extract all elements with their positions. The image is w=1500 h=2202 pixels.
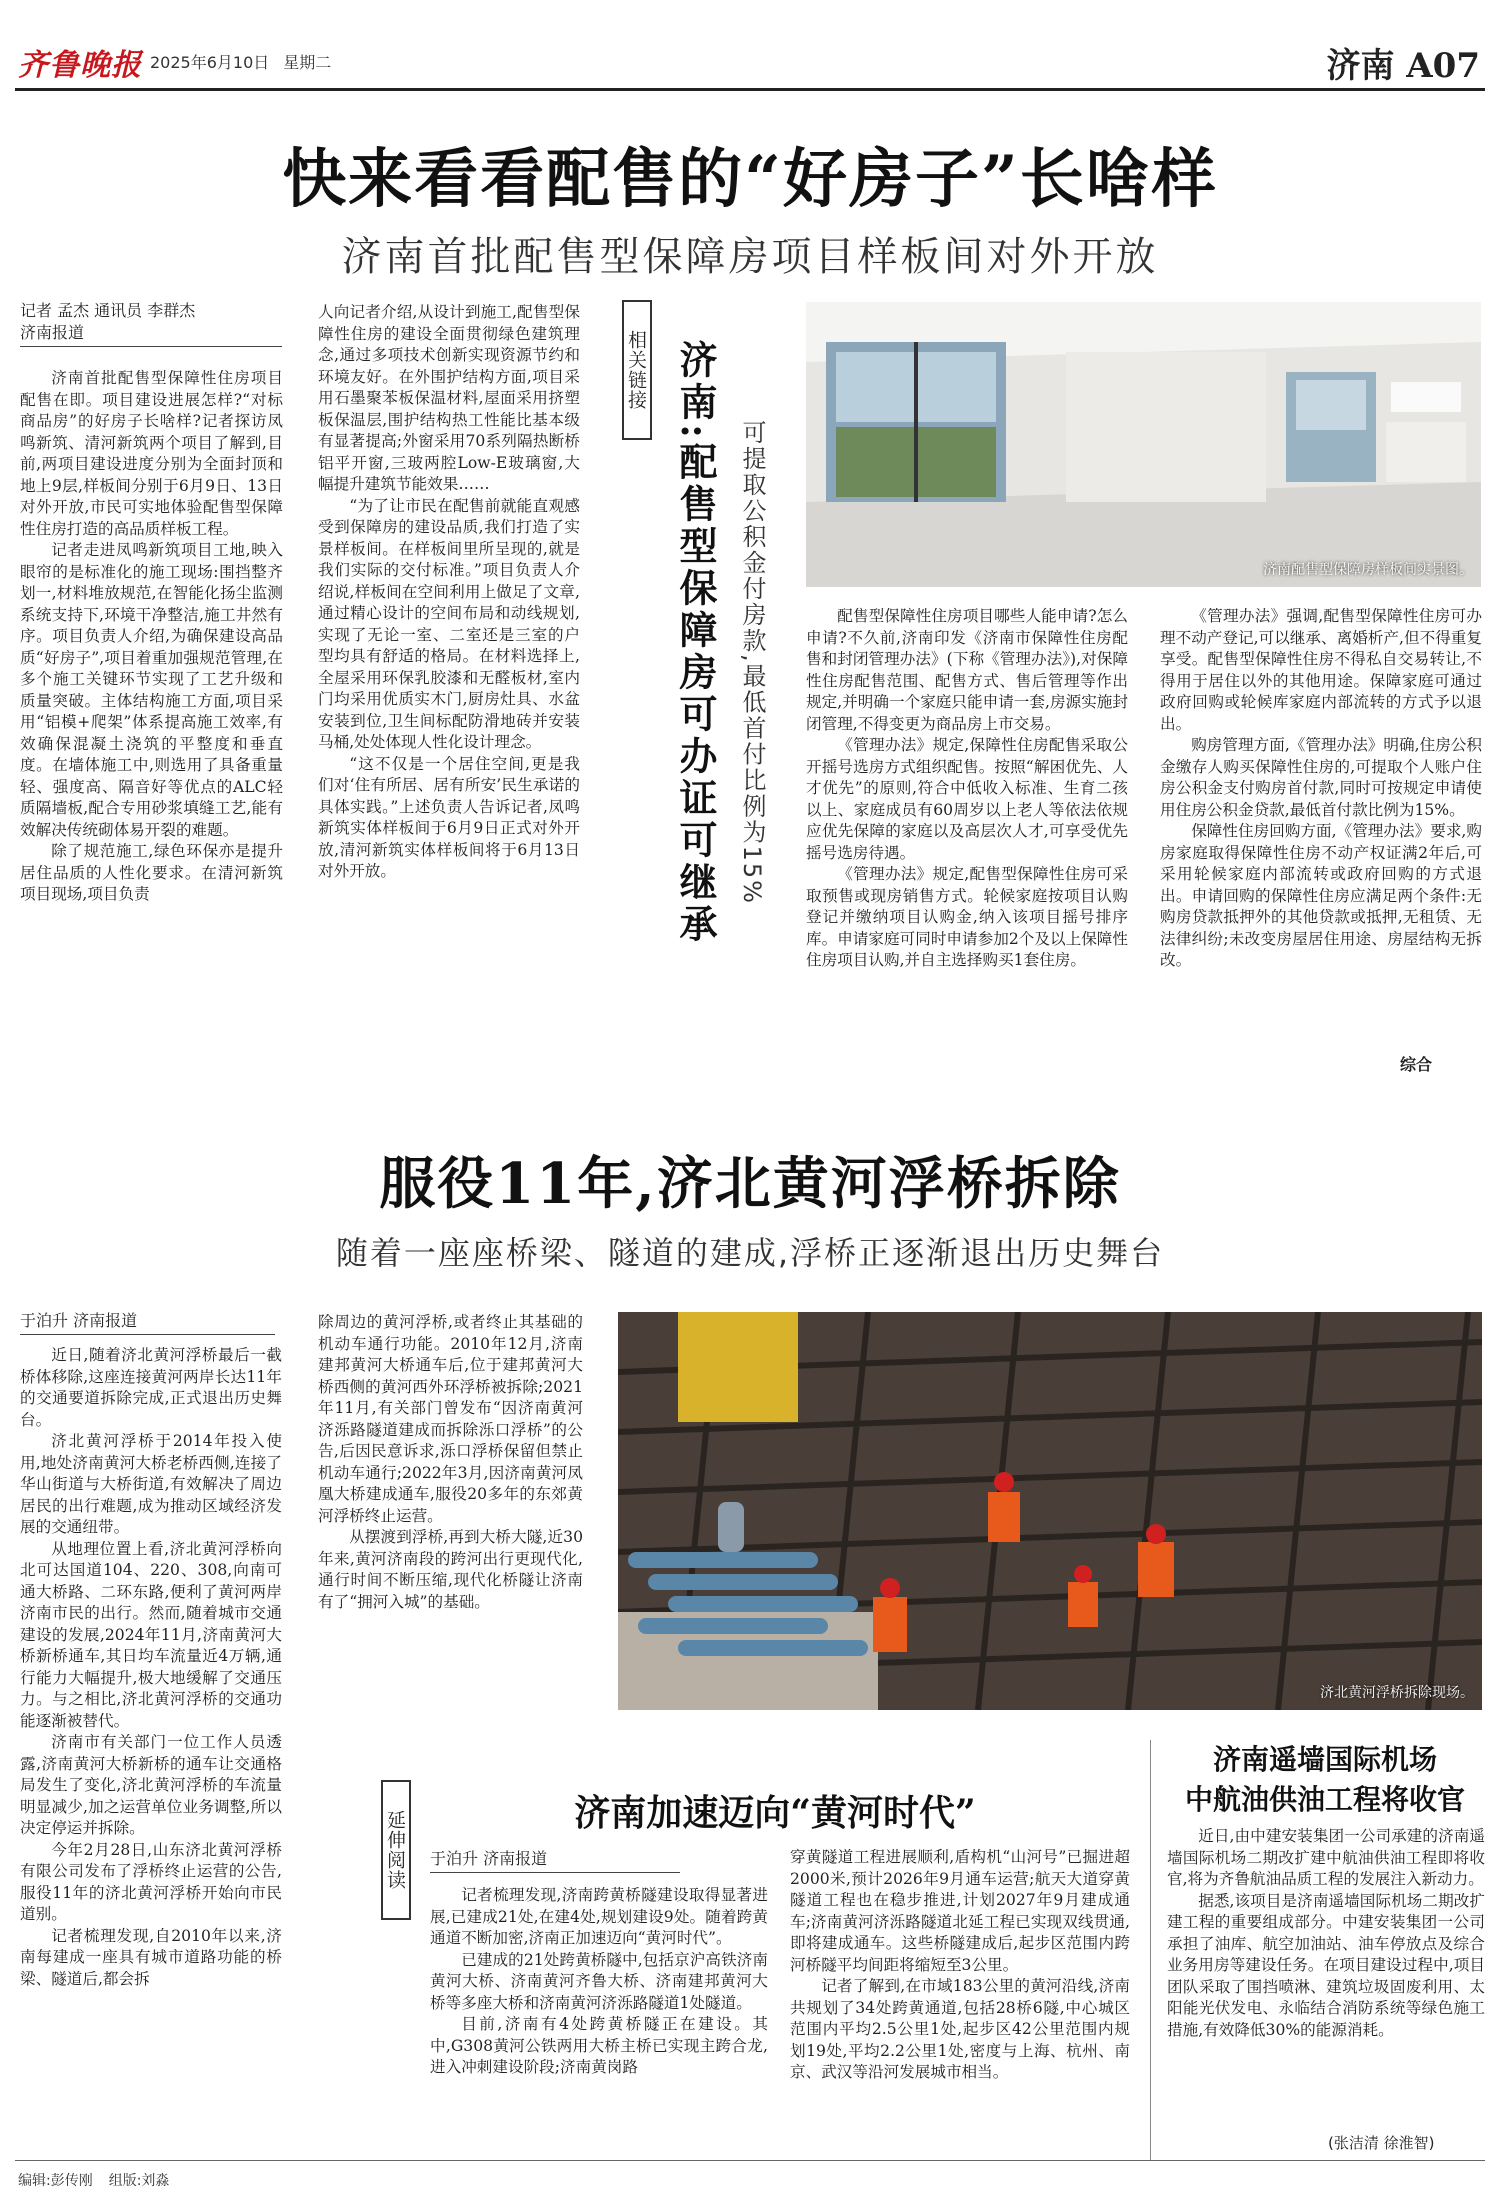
showroom-illustration [806,302,1481,587]
article2-column-1 [20,1345,282,2150]
paragraph: 近日,随着济北黄河浮桥最后一截桥体移除,这座连接黄河两岸长达11年的交通要道拆除完成,正式退出历史舞台。 [20,1346,282,1429]
sidebar1-headline: 济南:配售型保障房可办证可继承 [673,340,718,947]
paragraph: 近日,由中建安装集团一公司承建的济南遥墙国际机场二期改扩建中航油供油工程即将收官,将为齐鲁航油品质工程的发展注入新动力。 [1167,1827,1485,1888]
paragraph: 今年2月28日,山东济北黄河浮桥有限公司发布了浮桥终止运营的公告,服役11年的济北黄河浮桥开始向市民道别。 [20,1840,282,1923]
byline-reporters: 记者 孟杰 通讯员 李群杰 [20,301,196,320]
paragraph: 据悉,该项目是济南遥墙国际机场二期改扩建工程的重要组成部分。中建安装集团一公司承担了油库、航空加油站、油车停放点及综合业务用房等建设任务。在项目建设过程中,项目团队采取了围挡喷淋、建筑垃圾固废利用、太阳能光伏发电、永临结合消防系统等绿色施工措施,有效降低30%的能源消耗。 [1167,1891,1485,2039]
paragraph: “为了让市民在配售前就能直观感受到保障房的建设品质,我们打造了实景样板间。在样板间里所呈现的,就是我们实际的交付标准。”项目负责人介绍说,样板间在空间利用上做足了文章,通过精心设计的空间布局和动线规划,实现了无论一室、二室还是三室的户型均具有舒适的格局。在材料选择上,全屋采用环保乳胶漆和无醛板材,室内门均采用优质实木门,厨房灶具、水盆安装到位,卫生间标配防滑地砖并安装马桶,处处体现人性化设计理念。 [318,496,580,751]
article1-subhead: 济南首批配售型保障房项目样板间对外开放 [341,234,1159,280]
related-links-tag: 相关链接 [622,300,652,440]
newspaper-logo: 齐鲁晚报 [18,48,142,83]
paragraph: 配售型保障性住房项目哪些人能申请?怎么申请?不久前,济南印发《济南市保障性住房配售和封闭管理办法》(下称《管理办法》),对保障性住房配售范围、配售方式、售后管理等作出规定,并明确一个家庭只能申请一套,房源实施封闭管理,不得变更为商品房上市交易。 [806,607,1128,733]
layout-credit: 组版:刘淼 [108,2173,170,2189]
date-text: 2025年6月10日 [150,53,270,72]
paragraph: “这不仅是一个居住空间,更是我们对‘住有所居、居有所安’民生承诺的具体实践。”上述负责人告诉记者,凤鸣新筑实体样板间于6月9日正式对外开放,清河新筑实体样板间将于6月13日对外开放。 [318,754,580,880]
paragraph: 《管理办法》规定,保障性住房配售采取公开摇号选房方式组织配售。按照“解困优先、人才优先”的原则,符合中低收入标准、生育二孩以上、家庭成员有60周岁以上老人等依法依规应优先保障的家庭以及高层次人才,可享受优先摇号选房待遇。 [806,736,1128,862]
issue-date [150,50,345,73]
paragraph: 人向记者介绍,从设计到施工,配售型保障性住房的建设全面贯彻绿色建筑理念,通过多项技术创新实现资源节约和环境友好。在外围护结构方面,项目采用石墨聚苯板保温材料,屋面采用挤塑板保温层,围护结构热工性能比基本级有显著提高;外窗采用70系列隔热断桥铝平开窗,三玻两腔Low-E玻璃窗,大幅提升建筑节能效果…… [318,303,580,493]
sidebar2-column-2 [790,1847,1130,2152]
article2-byline: 于泊升 济南报道 [20,1310,275,1335]
paragraph: 从地理位置上看,济北黄河浮桥向北可达国道104、220、308,向南可通大桥路、二环东路,便利了黄河两岸济南市民的出行。然而,随着城市交通建设的发展,2024年11月,济南黄河大桥新桥通车,其日均车流量近4万辆,通行能力大幅提升,极大地缓解了交通压力。与之相比,济北黄河浮桥的交通功能逐渐被替代。 [20,1539,282,1730]
paragraph: 购房管理方面,《管理办法》明确,住房公积金缴存人购买保障性住房的,可提取个人账户住房公积金支付购房首付款,同时可按规定申请使用住房公积金贷款,最低首付款比例为15%。 [1160,736,1482,819]
paragraph: 穿黄隧道工程进展顺利,盾构机“山河号”已掘进超2000米,预计2026年9月通车运营;航天大道穿黄隧道工程也在稳步推进,计划2027年9月建成通车;济南黄河济泺路隧道北延工程已实现双线贯通,即将建成通车。这些桥隧建成后,起步区范围内跨河桥隧平均间距将缩短至3公里。 [790,1848,1130,1974]
column-divider [1150,1740,1151,2160]
sidebar3-headline [1165,1740,1485,1820]
article2-headline: 服役11年,济北黄河浮桥拆除 [379,1151,1121,1217]
sidebar3-body [1167,1826,1485,2126]
paragraph: 济北黄河浮桥于2014年投入使用,地处济南黄河大桥老桥西侧,连接了华山街道与大桥街道,有效解决了周边居民的出行难题,成为推动区域经济发展的交通纽带。 [20,1432,282,1536]
footer-rule [15,2160,1485,2161]
article1-headline: 快来看看配售的“好房子”长啥样 [282,142,1218,217]
article1-byline [20,300,282,347]
photo-caption: 济北黄河浮桥拆除现场。 [1320,1685,1474,1701]
sidebar2-column-1 [430,1885,768,2155]
paragraph: 除周边的黄河浮桥,或者终止其基础的机动车通行功能。2010年12月,济南建邦黄河大桥通车后,位于建邦黄河大桥西侧的黄河西外环浮桥被拆除;2021年11月,有关部门曾发布“因济南黄河济泺路隧道建成而拆除泺口浮桥”的公告,后因民意诉求,泺口浮桥保留但禁止机动车通行;2022年3月,因济南黄河凤凰大桥建成通车,服役20多年的东郊黄河浮桥终止运营。 [318,1313,583,1525]
article2-column-2 [318,1312,583,1742]
paragraph: 记者梳理发现,自2010年以来,济南每建成一座具有城市道路功能的桥梁、隧道后,都会拆 [20,1926,282,1988]
paragraph: 从摆渡到浮桥,再到大桥大隧,近30年来,黄河济南段的跨河出行更现代化,通行时间不断压缩,现代化桥隧让济南有了“拥河入城”的基础。 [318,1528,583,1611]
paragraph: 已建成的21处跨黄桥隧中,包括京沪高铁济南黄河大桥、济南黄河齐鲁大桥、济南建邦黄河大桥等多座大桥和济南黄河济泺路隧道1处隧道。 [430,1950,768,2012]
header-rule [15,88,1485,91]
showroom-photo [806,302,1481,587]
headline-line-2: 中航油供油工程将收官 [1184,1783,1465,1816]
article1-column-2 [318,302,580,1080]
paragraph: 目前,济南有4处跨黄桥隧正在建设。其中,G308黄河公铁两用大桥主桥已实现主跨合龙,进入冲刺建设阶段;济南黄岗路 [430,2015,768,2076]
page-section [1326,38,1480,87]
paragraph: 记者了解到,在市域183公里的黄河沿线,济南共规划了34处跨黄通道,包括28桥6隧,中心城区范围内平均2.5公里1处,起步区42公里范围内规划19处,平均2.2公里1处,密度与上海、杭州、南京、武汉等沿河发展城市相当。 [790,1977,1130,2081]
sidebar1-subhead: 可提取公积金付房款,最低首付比例为15% [738,420,766,905]
sidebar2-headline: 济南加速迈向“黄河时代” [574,1792,976,1834]
sidebar1-signoff: 综合 [1400,1055,1433,1074]
article1-column-1 [20,368,283,1080]
paragraph: 除了规范施工,绿色环保亦是提升居住品质的人性化要求。在清河新筑项目现场,项目负责 [20,842,283,903]
paragraph: 济南市有关部门一位工作人员透露,济南黄河大桥新桥的通车让交通格局发生了变化,济北黄河浮桥的车流量明显减少,加之运营单位业务调整,所以决定停运并拆除。 [20,1733,282,1837]
bridge-demolition-photo [618,1312,1482,1710]
editor-credit: 编辑:彭传刚 [18,2173,93,2189]
headline-line-1: 济南遥墙国际机场 [1212,1743,1437,1776]
paragraph: 《管理办法》规定,配售型保障性住房可采取预售或现房销售方式。轮候家庭按项目认购登记并缴纳项目认购金,纳入该项目摇号排序库。申请家庭可同时申请参加2个及以上保障性住房项目认购,并自主选择购买1套住房。 [806,865,1128,969]
paragraph: 保障性住房回购方面,《管理办法》要求,购房家庭取得保障性住房不动产权证满2年后,可采用轮候家庭内部流转或政府回购的方式退出。申请回购的保障性住房应满足两个条件:无购房贷款抵押外的其他贷款或抵押,无租赁、无法律纠纷;未改变房屋居住用途、房屋结构无拆改。 [1160,822,1482,969]
photo-caption: 济南配售型保障房样板间实景图。 [1263,562,1473,578]
weekday-text: 星期二 [283,53,332,72]
footer-credits [18,2170,185,2190]
byline-dateline: 济南报道 [20,323,85,342]
sidebar3-signoff: (张洁清 徐淮智) [1328,2134,1435,2152]
sidebar1-column-1 [806,606,1128,1074]
paragraph: 《管理办法》强调,配售型保障性住房可办理不动产登记,可以继承、离婚析产,但不得重复享受。配售型保障性住房不得私自交易转让,不得用于居住以外的其他用途。保障家庭可通过政府回购或轮候库家庭内部流转的方式予以退出。 [1160,607,1482,733]
bridge-illustration [618,1312,1482,1710]
sidebar1-column-2 [1160,606,1482,1051]
article2-subhead: 随着一座座桥梁、隧道的建成,浮桥正逐渐退出历史舞台 [335,1234,1165,1272]
sidebar2-byline: 于泊升 济南报道 [430,1848,680,1873]
paragraph: 济南首批配售型保障性住房项目配售在即。项目建设进展怎样?“对标商品房”的好房子长啥样?记者探访凤鸣新筑、清河新筑两个项目了解到,目前,两项目建设进度分别为全面封顶和地上9层,样板间分别于6月9日、13日对外开放,市民可实地体验配售型保障性住房打造的高品质样板工程。 [20,369,283,538]
paragraph: 记者梳理发现,济南跨黄桥隧建设取得显著进展,已建成21处,在建4处,规划建设9处。随着跨黄通道不断加密,济南正加速迈向“黄河时代”。 [430,1886,768,1947]
page-number: A07 [1406,46,1480,86]
extended-reading-tag: 延伸阅读 [381,1780,411,1920]
paragraph: 记者走进凤鸣新筑项目工地,映入眼帘的是标准化的施工现场:围挡整齐划一,材料堆放规范,在智能化扬尘监测系统支持下,环境干净整洁,施工井然有序。项目负责人介绍,为确保建设高品质“好房子”,项目着重加强规范管理,在多个施工关键环节实现了工艺升级和质量突破。主体结构施工方面,项目采用“铝模+爬架”体系提高施工效率,有效确保混凝土浇筑的平整度和垂直度。在墙体施工中,则选用了具备重量轻、强度高、隔音好等优点的ALC轻质隔墙板,配合专用砂浆填缝工艺,能有效解决传统砌体易开裂的难题。 [20,541,283,839]
section-name: 济南 [1326,46,1395,86]
